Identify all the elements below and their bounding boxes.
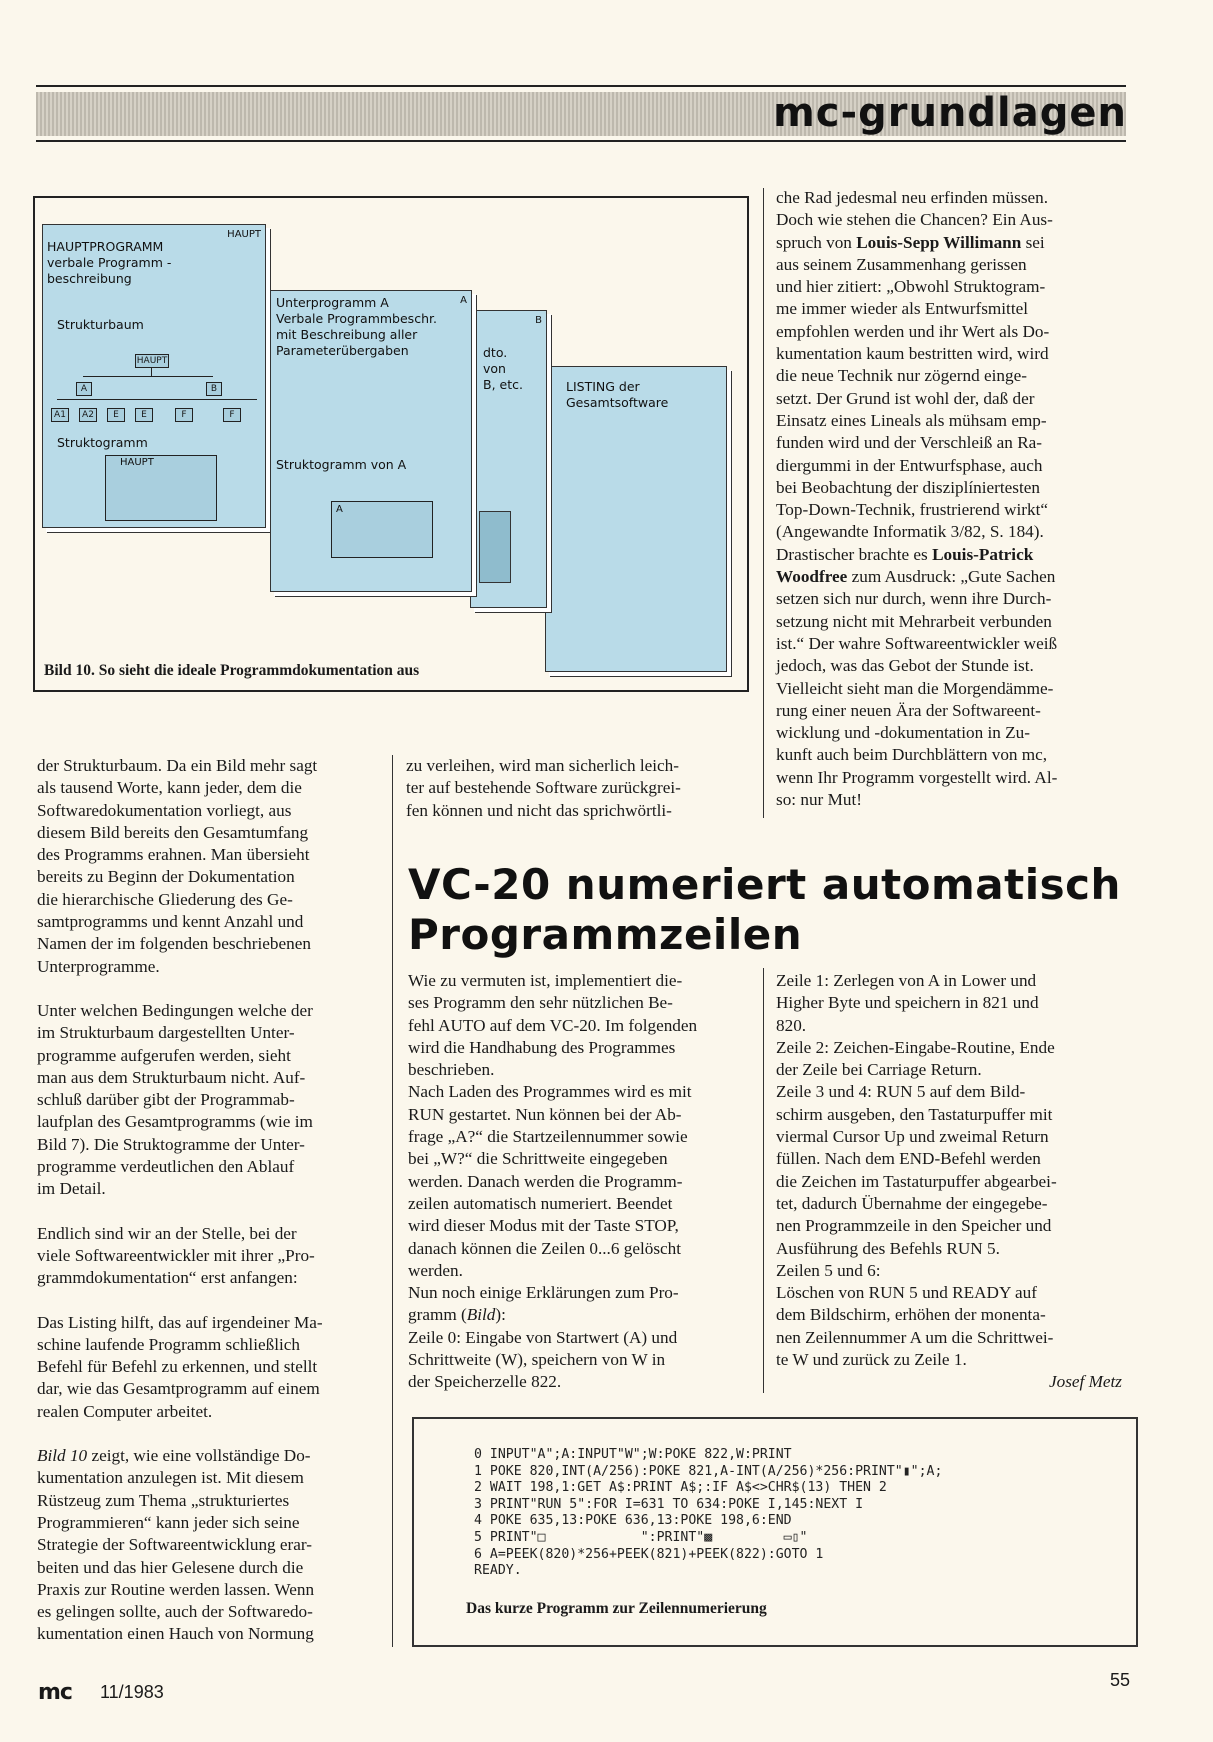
panel-a-struktogramm-label: Struktogramm von A [276, 457, 407, 472]
panel-listing-text: LISTING der Gesamtsoftware [566, 379, 669, 410]
mc-logo: mc [38, 1680, 72, 1705]
tree-node-b: B [206, 382, 222, 396]
panel-a-box-label: A [336, 504, 343, 515]
panel-main-struktogramm-label: Struktogramm [57, 435, 148, 450]
column-divider [763, 968, 764, 1393]
text-run: zum Ausdruck: „Gute Sachen setzen sich nur durch, wenn ihre Durch- setzung nicht mit Mehrarbeit verbunden ist.“ Der wahre Softwareentwickler weiß jedoch, was das Gebot der Stunde ist. Vielleicht sieht man die Morgendämme- rung einer neuen Ära der Softwareent- wicklung und -dokumentation in Zu- kunft auch beim Durchblättern von mc, wenn Ihr Programm vorgestellt wird. Al- so: nur Mut! [776, 567, 1058, 810]
figure-panel-b [470, 310, 547, 608]
page-number: 55 [1110, 1670, 1131, 1690]
article1-column1 [37, 755, 387, 1646]
article1-column3 [776, 187, 1126, 811]
figure-panel-main [42, 224, 266, 528]
paragraph [408, 970, 758, 1394]
panel-a-title: Unterprogramm A Verbale Programmbeschr. mit Beschreibung aller Parameterübergaben [276, 295, 437, 358]
tree-leaf: E [135, 408, 153, 422]
paragraph: zu verleihen, wird man sicherlich leich- ter auf bestehende Software zurückgrei- fen können und nicht das sprichwörtli- [406, 756, 681, 820]
italic-ref: Bild [466, 1305, 496, 1325]
panel-main-struktogramm-box-label: HAUPT [120, 457, 154, 468]
text-run: sei aus seinem Zusammenhang gerissen und hier zitiert: „Obwohl Struktogram- me immer wieder als Entwurfsmittel empfohlen werden und ihr Wert als Do- kumentation kaum bestritten wird, wird die neue Technik nur zögernd einge- setzt. Der Grund ist wohl der, daß der Einsatz eines Lineals als mühsam emp- funden wird und der Verschleiß an Ra- diergummi in der Entwurfsphase, auch bei Beobachtung der disziplíniertesten Top-Down-Technik, frustrierend wirkt“ (Angewandte Informatik 3/82, S. 184). Drastischer brachte es [776, 232, 1050, 564]
article2-headline [408, 860, 1121, 960]
paragraph: Endlich sind wir an der Stelle, bei der viele Softwareentwickler mit ihrer „Pro- grammdokumentation“ erst anfangen: [37, 1223, 315, 1288]
column-divider [392, 755, 393, 1647]
article2-column2 [408, 970, 758, 1394]
section-title: mc-grundlagen [773, 90, 1127, 136]
paragraph: Das Listing hilft, das auf irgendeiner Ma- schine laufende Programm schließlich Befehl für Befehl zu erkennen, und stellt dar, wie das Gesamtprogramm auf einem realen Computer arbeitet. [37, 1312, 323, 1421]
tree-node-root: HAUPT [136, 356, 168, 366]
figure-panel-a [270, 290, 472, 592]
panel-main-corner: HAUPT [227, 229, 261, 240]
author: Josef Metz [1048, 1372, 1122, 1392]
figure-caption: Bild 10. So sieht die ideale Programmdokumentation aus [44, 662, 420, 679]
headline-line: Programmzeilen [408, 910, 803, 959]
paragraph: Zeile 1: Zerlegen von A in Lower und Higher Byte und speichern in 821 und 820. Zeile 2: Zeichen-Eingabe-Routine, Ende der Zeile bei Carriage Return. Zeile 3 und 4: RUN 5 auf dem Bild- schirm ausgeben, den Tastaturpuffer mit viermal Cursor Up und zweimal Return füllen. Nach dem END-Befehl werden die Zeichen im Tastaturpuffer abgearbei- tet, dadurch Übernahme der eingegebe- nen Programmzeile in den Speicher und Ausführung des Befehls RUN 5. Zeilen 5 und 6: Löschen von RUN 5 und READY auf dem Bildschirm, erhöhen der monenta- nen Zeilennummer A um die Schrittwei- te W und zurück zu Zeile 1. [776, 971, 1057, 1370]
paragraph: Unter welchen Bedingungen welche der im Strukturbaum dargestellten Unter- programme aufgerufen werden, sieht man aus dem Strukturbaum nicht. Auf- schluß darüber gibt der Programmab- laufplan des Gesamtprogramms (wie im Bild 7). Die Struktogramme der Unter- programme verdeutlichen den Ablauf im Detail. [37, 1000, 313, 1199]
panel-main-struct-label: Strukturbaum [57, 317, 144, 332]
text-run: che Rad jedesmal neu erfinden müssen. Doch wie stehen die Chancen? Ein Aus- spruch von [776, 188, 1053, 252]
person-name: Louis-Sepp Willimann [856, 232, 1022, 252]
headline-line: VC-20 numeriert automatisch [408, 860, 1121, 909]
program-listing: 0 INPUT"A";A:INPUT"W";W:POKE 822,W:PRINT 1 POKE 820,INT(A/256):POKE 821,A-INT(A/256)*256:PRINT"▮";A; 2 WAIT 198,1:GET A$:PRINT A$;:IF A$<>CHR$(13) THEN 2 3 PRINT"RUN 5":FOR I=631 TO 634:POKE I,145:NEXT I 4 POKE 635,13:POKE 636,13:POKE 198,6:END 5 PRINT"□ ":PRINT"▩ ▭▯" 6 A=PEEK(820)*256+PEEK(821)+PEEK(822):GOTO 1 READY. [474, 1447, 943, 1579]
article1-column2 [406, 755, 756, 822]
tree-line [83, 376, 213, 377]
paragraph: der Strukturbaum. Da ein Bild mehr sagt als tausend Worte, kann jeder, dem die Softwaredokumentation vorliegt, aus diesem Bild bereits den Gesamtumfang des Programms erahnen. Man übersieht bereits zu Beginn der Dokumentation die hierarchische Gliederung des Ge- samtprogramms und kennt Anzahl und Namen der im folgenden beschriebenen Unterprogramme. [37, 756, 318, 976]
tree-leaf: F [175, 408, 193, 422]
panel-b-struktogramm [479, 511, 511, 583]
tree-leaf: F [223, 408, 241, 422]
header-rule-top [36, 85, 1126, 87]
paragraph: Bild 10 zeigt, wie eine vollständige Do- kumentation anzulegen ist. Mit diesem Rüstzeug zum Thema „strukturiertes Programmieren“ kann jeder sich seine Strategie der Softwareentwicklung erar- beiten und das hier Gelesene durch die Praxis zur Routine werden lassen. Wenn es gelingen sollte, auch der Softwaredo- kumentation einen Hauch von Normung [37, 1446, 315, 1644]
text-run: ): Zeile 0: Eingabe von Startwert (A) und Schrittweite (W), speichern von W in der Speicherzelle 822. [408, 1305, 678, 1392]
panel-a-corner: A [460, 295, 467, 306]
article2-column3 [776, 970, 1126, 1394]
panel-a-struktogramm-box [331, 501, 433, 558]
tree-leaf: E [107, 408, 125, 422]
panel-b-text: dto. von B, etc. [483, 345, 523, 392]
text-run: Wie zu vermuten ist, implementiert die- ses Programm den sehr nützlichen Be- fehl AUTO auf dem VC-20. Im folgenden wird die Handhabung des Programmes beschrieben. Nach Laden des Programmes wird es mit RUN gestartet. Nun können bei der Ab- frage „A?“ die Startzeilennummer sowie bei „W?“ die Schrittweite eingegeben werden. Danach werden die Programm- zeilen automatisch numeriert. Beendet wird dieser Modus mit der Taste STOP, danach können die Zeilen 0...6 gelöscht werden. Nun noch einige Erklärungen zum Pro- gramm ( [408, 971, 698, 1325]
header-rule-bottom [36, 140, 1126, 142]
issue-number: 11/1983 [100, 1682, 164, 1702]
tree-line [151, 368, 152, 376]
paragraph [776, 187, 1126, 811]
panel-b-corner: B [535, 315, 542, 326]
italic-ref: Bild 10 [37, 1446, 88, 1466]
tree-leaf: A2 [79, 408, 97, 422]
tree-leaf: A1 [51, 408, 69, 422]
tree-line [57, 399, 257, 400]
column-divider [763, 188, 764, 818]
tree-node-a: A [76, 382, 92, 396]
figure-panel-listing [545, 366, 727, 672]
panel-main-title: HAUPTPROGRAMM verbale Programm - beschreibung [47, 239, 172, 286]
person-name: Louis-Patrick Woodfree [776, 544, 1034, 587]
panel-main-struktogramm [105, 455, 217, 521]
listing-caption: Das kurze Programm zur Zeilennumerierung [466, 1600, 767, 1617]
